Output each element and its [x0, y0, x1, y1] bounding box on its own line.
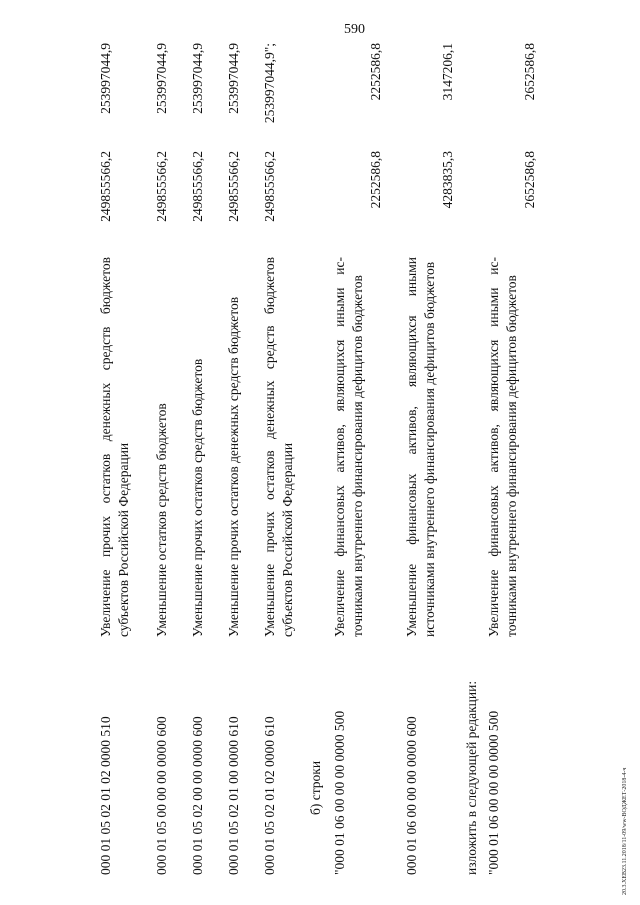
- value-year-2: 2252586,8: [368, 43, 383, 101]
- section-note-c: изложить в следующей редакции:: [464, 680, 479, 875]
- value-year-1: 2252586,8: [368, 151, 383, 209]
- row-description: Увеличение финансовых активов, являющихся иными источниками внутреннего финансирования дефицитов бюджетов: [486, 257, 519, 637]
- row-description: Уменьшение прочих остатков средств бюджетов: [190, 358, 205, 637]
- budget-code: 000 01 05 02 01 02 0000 610: [262, 716, 277, 875]
- page-number: 590: [344, 22, 365, 37]
- section-note-b: б) строки: [308, 760, 323, 815]
- budget-code: 000 01 05 02 01 00 0000 610: [226, 716, 241, 875]
- rotated-table-sheet: [85, 40, 540, 875]
- value-year-2: 253997044,9: [154, 43, 169, 114]
- value-year-2: 253997044,9: [190, 43, 205, 114]
- value-year-1: 4283835,3: [440, 151, 455, 209]
- row-description: Уменьшение финансовых активов, являющихся иными источниками внутреннего финансирования дефицитов бюджетов: [404, 257, 437, 637]
- value-year-2: 253997044,9: [98, 43, 113, 114]
- row-description: Уменьшение остатков средств бюджетов: [154, 403, 169, 637]
- value-year-2: 2652586,8: [522, 43, 537, 101]
- value-year-1: 249855566,2: [262, 151, 277, 222]
- budget-code: 000 01 05 00 00 00 0000 600: [154, 716, 169, 875]
- budget-code: 000 01 05 02 00 00 0000 600: [190, 716, 205, 875]
- value-year-2: 3147206,1: [440, 43, 455, 101]
- value-year-1: 249855566,2: [154, 151, 169, 222]
- value-year-1: 2652586,8: [522, 151, 537, 209]
- value-year-2: 253997044,9";: [262, 43, 277, 124]
- value-year-1: 249855566,2: [226, 151, 241, 222]
- row-description: Увеличение финансовых активов, являющихся иными источниками внутреннего финансирования дефицитов бюджетов: [332, 257, 365, 637]
- value-year-1: 249855566,2: [190, 151, 205, 222]
- row-description: Уменьшение прочих остатков денежных средств бюджетов: [226, 296, 241, 637]
- value-year-2: 253997044,9: [226, 43, 241, 114]
- budget-code: "000 01 06 00 00 00 0000 500: [332, 710, 347, 875]
- value-year-1: 249855566,2: [98, 151, 113, 222]
- budget-code: "000 01 06 00 00 00 0000 500: [486, 710, 501, 875]
- row-description: Увеличение прочих остатков денежных средств бюджетов субъектов Российской Федерации: [98, 257, 131, 637]
- budget-code: 000 01 05 02 01 02 0000 510: [98, 716, 113, 875]
- budget-code: 000 01 06 00 00 00 0000 600: [404, 716, 419, 875]
- document-code: 20.3.XEB23.11.2018/11-09/ww-BОДЖЕТ-2018-4-ч: [622, 767, 628, 895]
- row-description: Уменьшение прочих остатков денежных средств бюджетов субъектов Российской Федерации: [262, 257, 295, 637]
